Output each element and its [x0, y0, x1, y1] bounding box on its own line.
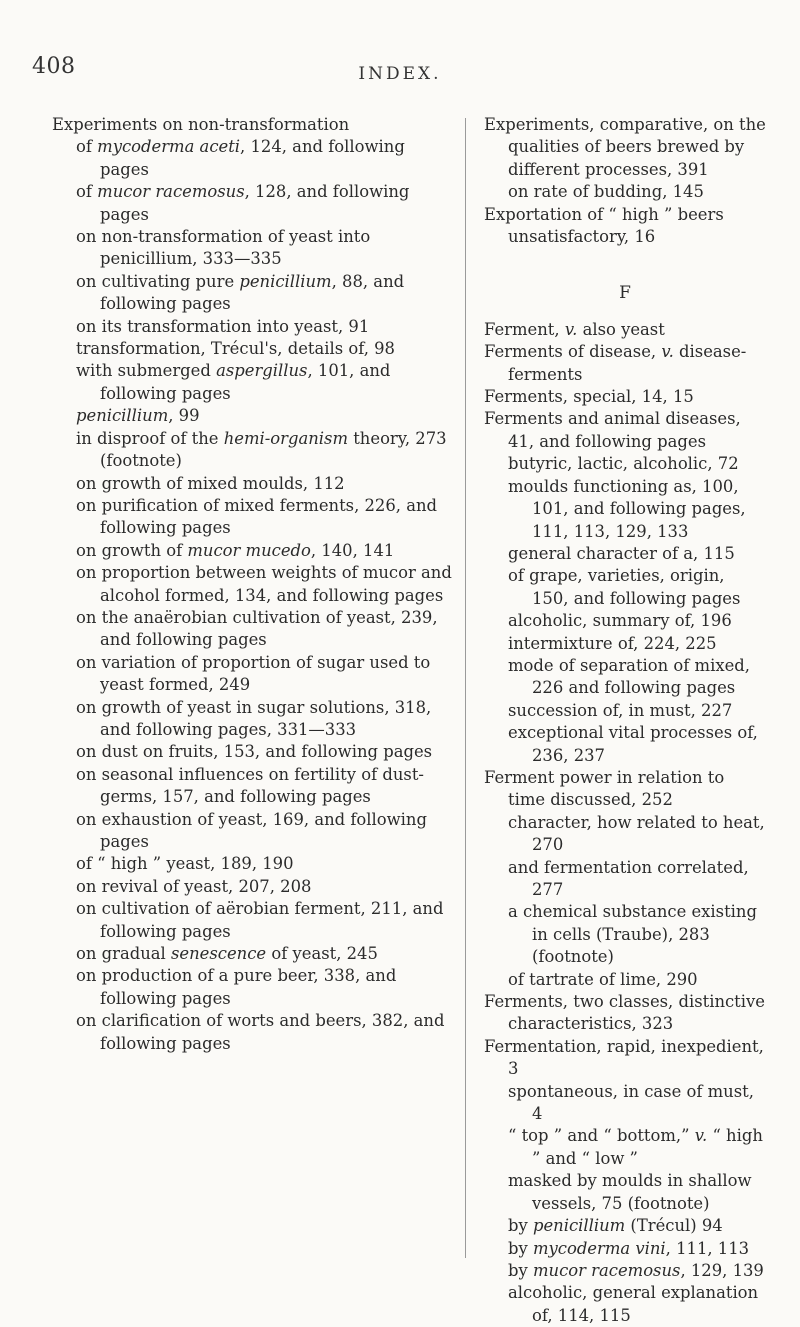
index-subentry: [52, 876, 452, 898]
entry-text: , 88, and following pages: [100, 271, 405, 314]
entry-text: of grape, varieties, origin, 150, and following pages: [508, 566, 741, 608]
index-subentry: [484, 1170, 766, 1215]
italic-term: senescence: [171, 944, 267, 964]
index-subentry: [484, 722, 766, 767]
index-entry: [484, 341, 766, 386]
index-entry: [484, 1036, 766, 1081]
entry-text: mode of separation of mixed, 226 and following pages: [508, 655, 750, 698]
index-subentry: [52, 181, 452, 226]
index-entry: [484, 767, 766, 812]
index-entry: [484, 114, 766, 181]
italic-term: hemi-organism: [223, 428, 349, 448]
index-entry: [484, 408, 766, 453]
entry-text: on clarification of worts and beers, 382, and following pages: [76, 1011, 445, 1053]
entry-text: Fermentation, rapid, inexpedient, 3: [484, 1036, 764, 1079]
entry-text: , 99: [168, 406, 200, 426]
entry-text: , 128, and following pages: [100, 182, 410, 224]
entry-text: , 124, and following pages: [100, 137, 405, 179]
index-subentry: [52, 495, 452, 540]
index-subentry: [52, 741, 452, 763]
entry-text: “ top ” and “ bottom,”: [508, 1126, 695, 1146]
italic-term: mucor racemosus: [97, 182, 245, 202]
index-subentry: [484, 857, 766, 902]
entry-text: alcoholic, general explanation of, 114, 115: [508, 1283, 759, 1325]
entry-text: , 101, and following pages: [100, 361, 391, 403]
entry-text: on cultivation of aërobian ferment, 211, and following pages: [76, 899, 444, 941]
entry-text: of “ high ” yeast, 189, 190: [76, 854, 294, 874]
entry-text: Ferment,: [484, 319, 565, 339]
index-column-right: [484, 114, 766, 1327]
index-subentry: [52, 965, 452, 1010]
entry-text: by: [508, 1216, 533, 1236]
entry-text: on seasonal influences on fertility of dust-germs, 157, and following pages: [76, 764, 424, 807]
index-subentry: [52, 898, 452, 943]
index-subentry: [52, 943, 452, 965]
section-letter: [484, 282, 766, 304]
index-subentry: [52, 360, 452, 405]
entry-text: moulds functioning as, 100, 101, and following pages, 111, 113, 129, 133: [508, 476, 746, 541]
index-subentry: [484, 543, 766, 565]
page-number: 408: [32, 54, 76, 79]
entry-text: exceptional vital processes of, 236, 237: [508, 723, 758, 765]
italic-term: aspergillus: [216, 361, 308, 381]
entry-text: on growth of yeast in sugar solutions, 318, and following pages, 331—333: [76, 697, 432, 739]
index-subentry: [52, 809, 452, 854]
entry-text: on growth of mixed moulds, 112: [76, 473, 345, 493]
entry-text: on the anaërobian cultivation of yeast, 239, and following pages: [76, 607, 438, 650]
italic-term: mycoderma vini: [532, 1238, 666, 1258]
index-subentry: [52, 562, 452, 607]
italic-term: penicillium: [76, 406, 169, 426]
index-subentry: [484, 565, 766, 610]
entry-text: on gradual: [76, 944, 172, 964]
index-subentry: [52, 226, 452, 271]
index-subentry: [484, 655, 766, 700]
entry-text: general character of a, 115: [508, 543, 735, 563]
entry-text: on production of a pure beer, 338, and following pages: [76, 966, 397, 1008]
index-subentry: [52, 853, 452, 875]
index-subentry: [52, 271, 452, 316]
entry-text: F: [619, 283, 631, 304]
index-subentry: [484, 1125, 766, 1170]
italic-term: v.: [661, 342, 674, 362]
index-column-left: [52, 114, 452, 1055]
entry-text: of yeast, 245: [266, 944, 378, 964]
index-subentry: [484, 453, 766, 475]
entry-text: alcoholic, summary of, 196: [508, 611, 732, 631]
entry-text: on purification of mixed ferments, 226, and following pages: [76, 495, 438, 538]
index-subentry: [484, 812, 766, 857]
entry-text: (Trécul) 94: [625, 1216, 723, 1236]
entry-text: Ferments and animal diseases, 41, and following pages: [484, 409, 741, 451]
entry-text: Ferment power in relation to time discussed, 252: [484, 767, 725, 810]
entry-text: on its transformation into yeast, 91: [76, 316, 370, 336]
entry-text: of: [76, 137, 98, 157]
italic-term: mucor mucedo: [187, 540, 311, 560]
entry-text: succession of, in must, 227: [508, 700, 733, 720]
index-subentry: [484, 1238, 766, 1260]
entry-text: Ferments, two classes, distinctive characteristics, 323: [484, 992, 765, 1034]
entry-text: masked by moulds in shallow vessels, 75 (footnote): [508, 1171, 752, 1213]
entry-text: of: [76, 182, 98, 202]
index-subentry: [52, 338, 452, 360]
index-subentry: [484, 476, 766, 543]
entry-text: Experiments on non-transformation: [52, 115, 350, 134]
entry-text: on non-transformation of yeast into penicillium, 333—335: [76, 227, 371, 269]
index-subentry: [52, 405, 452, 427]
index-subentry: [52, 764, 452, 809]
entry-text: Ferments, special, 14, 15: [484, 387, 694, 407]
entry-text: of tartrate of lime, 290: [508, 969, 698, 989]
index-entry: [484, 204, 766, 249]
index-subentry: [52, 697, 452, 742]
entry-text: by: [508, 1238, 533, 1258]
entry-text: butyric, lactic, alcoholic, 72: [508, 454, 739, 474]
italic-term: penicillium: [239, 271, 332, 291]
italic-term: mycoderma aceti: [97, 137, 241, 157]
index-entry: [52, 114, 452, 136]
entry-text: by: [508, 1260, 533, 1280]
entry-text: on cultivating pure: [76, 271, 240, 291]
entry-text: in disproof of the: [76, 428, 224, 448]
entry-text: on exhaustion of yeast, 169, and following pages: [76, 809, 427, 851]
entry-text: , 111, 113: [665, 1238, 750, 1258]
entry-text: intermixture of, 224, 225: [508, 633, 717, 653]
entry-text: Experiments, comparative, on the qualities of beers brewed by different processes, 391: [484, 115, 766, 179]
entry-text: spontaneous, in case of must, 4: [508, 1081, 754, 1124]
column-divider: [465, 118, 466, 1258]
italic-term: penicillium: [532, 1216, 626, 1236]
index-subentry: [484, 700, 766, 722]
entry-text: disease-ferments: [508, 342, 747, 384]
index-subentry: [484, 1260, 766, 1282]
index-subentry: [52, 428, 452, 473]
entry-text: with submerged: [76, 361, 217, 381]
index-subentry: [52, 1010, 452, 1055]
entry-text: a chemical substance existing in cells (Traube), 283 (footnote): [508, 902, 757, 967]
index-entry: [484, 386, 766, 408]
index-subentry: [52, 136, 452, 181]
entry-text: , 140, 141: [310, 540, 395, 560]
entry-text: on growth of: [76, 540, 188, 560]
index-subentry: [52, 652, 452, 697]
entry-text: on dust on fruits, 153, and following pages: [76, 742, 433, 762]
running-head: INDEX.: [358, 64, 442, 84]
index-entry: [484, 319, 766, 341]
entry-text: “ high ” and “ low ”: [532, 1126, 763, 1168]
index-subentry: [52, 473, 452, 495]
index-subentry: [484, 1081, 766, 1126]
italic-term: v.: [564, 319, 578, 339]
index-subentry: [52, 540, 452, 562]
entry-text: character, how related to heat, 270: [508, 812, 765, 855]
entry-text: theory, 273 (footnote): [100, 428, 447, 471]
entry-text: transformation, Trécul's, details of, 98: [76, 339, 395, 359]
entry-text: on variation of proportion of sugar used to yeast formed, 249: [76, 652, 431, 695]
entry-text: on proportion between weights of mucor and alcohol formed, 134, and following pages: [76, 563, 452, 605]
index-subentry: [484, 633, 766, 655]
entry-text: on revival of yeast, 207, 208: [76, 876, 312, 896]
entry-text: also yeast: [577, 319, 665, 339]
index-subentry: [484, 610, 766, 632]
index-subentry: [484, 969, 766, 991]
entry-text: on rate of budding, 145: [508, 182, 704, 202]
index-subentry: [484, 181, 766, 203]
italic-term: mucor racemosus: [532, 1260, 681, 1280]
index-subentry: [484, 901, 766, 968]
index-subentry: [484, 1282, 766, 1327]
entry-text: Ferments of disease,: [484, 342, 662, 362]
entry-text: and fermentation correlated, 277: [508, 857, 749, 899]
entry-text: , 129, 139: [680, 1260, 764, 1280]
index-subentry: [52, 316, 452, 338]
index-entry: [484, 991, 766, 1036]
entry-text: Exportation of “ high ” beers unsatisfactory, 16: [484, 204, 724, 247]
index-subentry: [484, 1215, 766, 1237]
italic-term: v.: [694, 1126, 708, 1146]
index-subentry: [52, 607, 452, 652]
